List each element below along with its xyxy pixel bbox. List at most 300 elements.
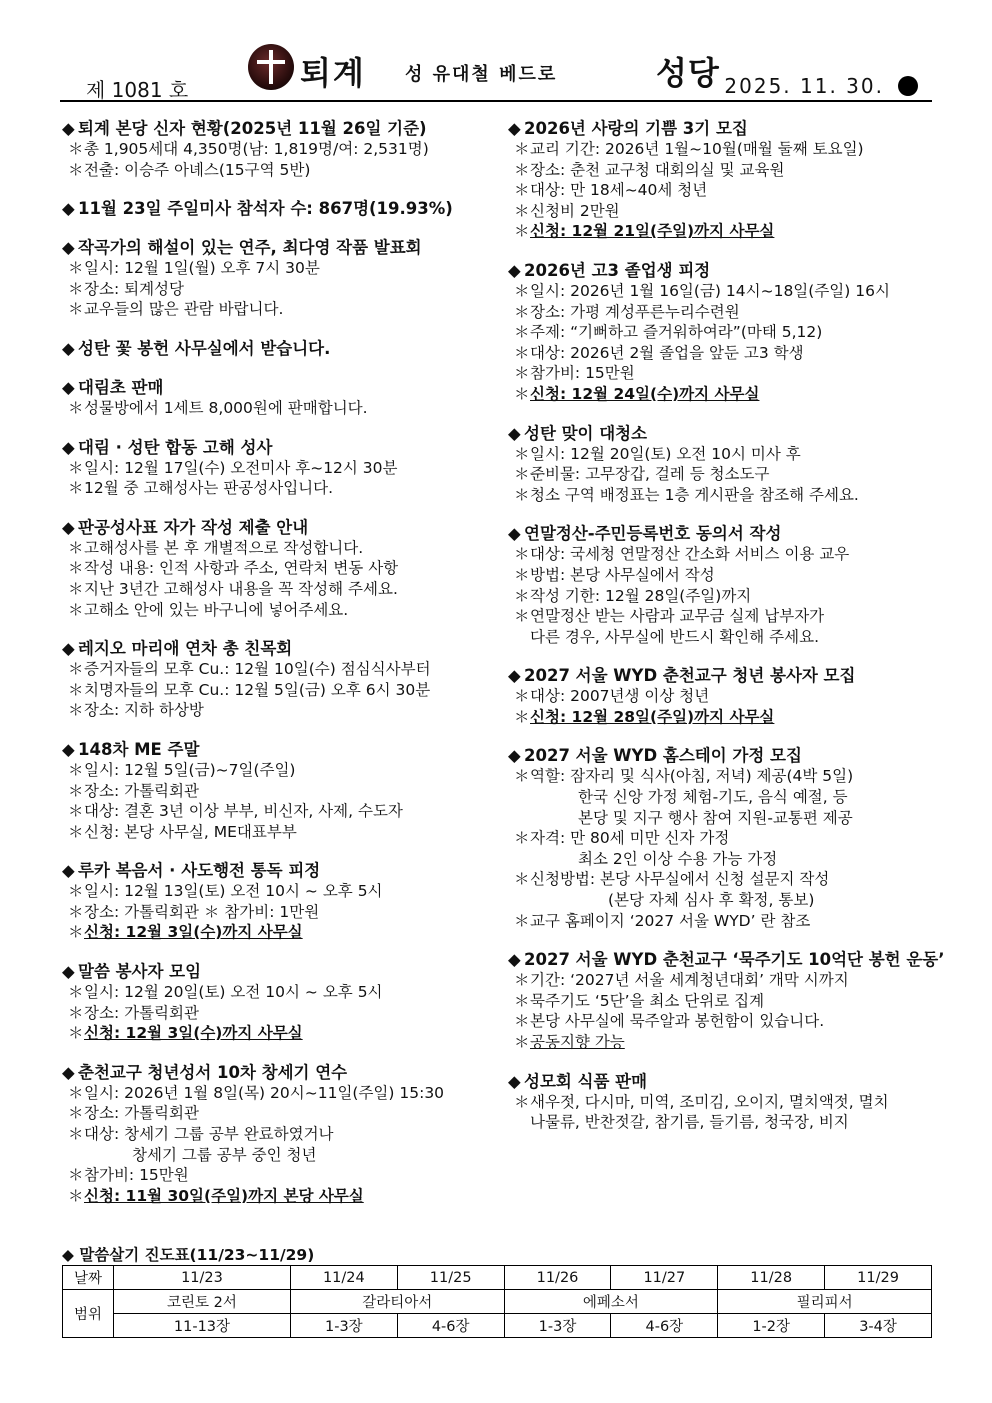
notice-section — [508, 949, 945, 1052]
notice-title — [62, 377, 502, 398]
notice-line-text: 일시: 2026년 1월 8일(목) 20시~11일(주일) 15:30 — [84, 1083, 445, 1102]
notice-title-text: 말씀 봉사자 모임 — [78, 962, 202, 982]
asterisk-icon: ＊ — [68, 923, 84, 942]
notice-title — [508, 260, 938, 281]
notice-line — [508, 787, 938, 808]
notice-section — [62, 338, 502, 359]
notice-line — [62, 982, 502, 1003]
notice-title — [62, 638, 502, 659]
notice-title — [508, 745, 938, 766]
notice-line — [508, 627, 938, 648]
schedule-date-row — [63, 1266, 932, 1290]
cross-logo-icon — [248, 44, 294, 90]
notice-line-text: 역할: 잠자리 및 식사(아침, 저녁) 제공(4박 5일) — [530, 767, 854, 786]
chapter-cell: 3-4장 — [825, 1314, 932, 1338]
notice-title-text: 성탄 맞이 대청소 — [524, 423, 648, 443]
asterisk-icon: ＊ — [514, 545, 530, 564]
notice-line-text: 나물류, 반찬젓갈, 참기름, 들기름, 청국장, 비지 — [530, 1113, 849, 1132]
notice-title — [62, 237, 502, 258]
notice-line — [508, 544, 938, 565]
notice-section — [62, 377, 502, 419]
bulletin-header — [60, 44, 932, 102]
asterisk-icon: ＊ — [514, 160, 530, 179]
notice-line-text: 증거자들의 모후 Cu.: 12월 10일(수) 점심식사부터 — [84, 660, 431, 679]
notice-line-text: 신청: 12월 3일(수)까지 사무실 — [84, 1024, 303, 1043]
notice-line — [62, 1103, 502, 1124]
notice-title-text: 2026년 고3 졸업생 피정 — [524, 260, 711, 280]
notice-line — [62, 299, 502, 320]
notice-line — [508, 302, 938, 323]
diamond-icon: ◆ — [508, 950, 521, 970]
notice-line-text: 성물방에서 1세트 8,000원에 판매합니다. — [84, 398, 368, 417]
notice-line-text: 창세기 그룹 공부 중인 청년 — [132, 1145, 317, 1164]
notice-line-text: 대상: 2007년생 이상 청년 — [530, 687, 710, 706]
notice-line — [62, 760, 502, 781]
diamond-icon: ◆ — [62, 639, 75, 659]
notice-line — [62, 579, 502, 600]
diamond-icon: ◆ — [508, 746, 521, 766]
notice-line — [508, 343, 938, 364]
notice-line-text: 신청: 12월 24일(수)까지 사무실 — [530, 384, 760, 403]
book-cell: 갈라티아서 — [290, 1290, 504, 1314]
notice-title-text: 2027 서울 WYD 춘천교구 ‘묵주기도 10억단 봉헌 운동’ — [524, 950, 945, 970]
notice-line — [508, 281, 938, 302]
notice-section — [62, 961, 502, 1044]
asterisk-icon: ＊ — [68, 760, 84, 779]
asterisk-icon: ＊ — [514, 281, 530, 300]
notice-title-text: 148차 ME 주말 — [78, 739, 200, 759]
asterisk-icon: ＊ — [68, 1024, 84, 1043]
notice-line — [508, 1011, 938, 1032]
notice-line-text: 총 1,905세대 4,350명(남: 1,819명/여: 2,531명) — [84, 140, 429, 158]
notice-line-text: 본당 사무실에 묵주알과 봉헌함이 있습니다. — [530, 1012, 825, 1031]
notice-line — [508, 766, 938, 787]
notice-line — [508, 1112, 938, 1133]
notice-line-text: 교리 기간: 2026년 1월~10월(매월 둘째 토요일) — [530, 140, 864, 158]
notice-line-text: 신청비 2만원 — [530, 201, 620, 220]
asterisk-icon: ＊ — [514, 829, 530, 848]
diamond-icon: ◆ — [508, 423, 521, 443]
asterisk-icon: ＊ — [68, 559, 84, 578]
notice-title — [62, 860, 502, 881]
notice-section — [508, 118, 938, 242]
notice-line-text: 전출: 이승주 아녜스(15구역 5반) — [84, 160, 311, 179]
asterisk-icon: ＊ — [68, 398, 84, 417]
notice-section — [508, 523, 938, 647]
notice-line-text: 지난 3년간 고해성사 내용을 꼭 작성해 주세요. — [84, 579, 398, 598]
notice-line — [508, 911, 938, 932]
notice-line-text: 대상: 창세기 그룹 공부 완료하였거나 — [84, 1125, 334, 1144]
notice-line — [62, 881, 502, 902]
notice-line-text: 일시: 2026년 1월 16일(금) 14시~18일(주일) 16시 — [530, 281, 890, 300]
date-cell: 11/26 — [504, 1266, 611, 1290]
notice-section — [508, 1071, 938, 1133]
asterisk-icon: ＊ — [514, 607, 530, 626]
chapter-cell: 4-6장 — [611, 1314, 718, 1338]
notice-line-text: 청소 구역 배정표는 1층 게시판을 참조해 주세요. — [530, 485, 859, 504]
asterisk-icon: ＊ — [68, 479, 84, 498]
notice-line — [62, 822, 502, 843]
asterisk-icon: ＊ — [68, 882, 84, 901]
diamond-icon: ◆ — [62, 1246, 80, 1264]
notice-title-text: 성탄 꽃 봉헌 사무실에서 받습니다. — [78, 338, 331, 358]
notice-line — [62, 922, 502, 943]
notice-line-text: 대상: 국세청 연말정산 간소화 서비스 이용 교우 — [530, 545, 850, 564]
notice-line-text: 묵주기도 ‘5단’을 최소 단위로 집계 — [530, 991, 765, 1010]
notice-title-text: 춘천교구 청년성서 10차 창세기 연수 — [78, 1062, 348, 1082]
diamond-icon: ◆ — [508, 119, 521, 138]
notice-line-text: 고해소 안에 있는 바구니에 넣어주세요. — [84, 600, 349, 619]
notice-title-text: 2027 서울 WYD 홈스테이 가정 모집 — [524, 746, 802, 766]
asterisk-icon: ＊ — [514, 565, 530, 584]
notice-line-text: 기간: ‘2027년 서울 세계청년대회’ 개막 시까지 — [530, 971, 849, 990]
asterisk-icon: ＊ — [514, 1092, 530, 1111]
date-cell: 11/23 — [114, 1266, 291, 1290]
notice-line — [62, 659, 502, 680]
notice-line-text: 장소: 가톨릭회관 ＊ 참가비: 1만원 — [84, 902, 320, 921]
notice-line — [62, 139, 502, 160]
asterisk-icon: ＊ — [68, 1104, 84, 1123]
notice-title-text: 11월 23일 주일미사 참석자 수: 867명(19.93%) — [78, 199, 453, 219]
date-cell: 11/27 — [611, 1266, 718, 1290]
notice-section — [62, 1062, 502, 1207]
notice-line-text: 교우들의 많은 관람 바랍니다. — [84, 300, 284, 319]
asterisk-icon: ＊ — [68, 600, 84, 619]
notice-line — [508, 139, 938, 160]
schedule-title — [62, 1243, 314, 1265]
notice-line — [508, 384, 938, 405]
notice-line — [508, 970, 938, 991]
asterisk-icon: ＊ — [68, 660, 84, 679]
asterisk-icon: ＊ — [68, 701, 84, 720]
notice-line — [62, 1083, 502, 1104]
date-cell: 11/29 — [825, 1266, 932, 1290]
notice-section — [62, 638, 502, 721]
chapter-cell: 11-13장 — [114, 1314, 291, 1338]
asterisk-icon: ＊ — [68, 822, 84, 841]
asterisk-icon: ＊ — [514, 1033, 530, 1051]
notice-line — [62, 1145, 502, 1166]
notice-line-text: 대상: 만 18세~40세 청년 — [530, 181, 708, 200]
schedule-chapter-row — [63, 1314, 932, 1338]
diamond-icon: ◆ — [508, 260, 521, 280]
notice-title-text: 대림초 판매 — [78, 377, 164, 397]
notice-line — [508, 808, 938, 829]
asterisk-icon: ＊ — [68, 781, 84, 800]
notice-line-text: 자격: 만 80세 미만 신자 가정 — [530, 829, 730, 848]
notice-line-text: 일시: 12월 5일(금)~7일(주일) — [84, 760, 296, 779]
asterisk-icon: ＊ — [514, 384, 530, 403]
notice-line-text: 주제: “기뻐하고 즐거워하여라”(마태 5,12) — [530, 323, 823, 342]
notice-section — [62, 198, 502, 219]
notice-section — [62, 517, 502, 620]
asterisk-icon: ＊ — [514, 302, 530, 321]
left-column — [62, 118, 502, 1224]
notice-line — [62, 1023, 502, 1044]
notice-line-text: 새우젓, 다시마, 미역, 조미김, 오이지, 멸치액젓, 멸치 — [530, 1092, 889, 1111]
asterisk-icon: ＊ — [514, 465, 530, 484]
diamond-icon: ◆ — [62, 338, 75, 358]
bulletin-title-suffix: 성당 — [656, 54, 720, 92]
notice-line — [62, 258, 502, 279]
asterisk-icon: ＊ — [514, 444, 530, 463]
diamond-icon: ◆ — [62, 437, 75, 457]
notice-line — [508, 363, 938, 384]
notice-line-text: 작성 기한: 12월 28일(주일)까지 — [530, 586, 752, 605]
asterisk-icon: ＊ — [514, 1012, 530, 1031]
notice-line — [62, 558, 502, 579]
notice-section — [62, 437, 502, 499]
notice-line — [508, 1092, 938, 1113]
bulletin-title: 퇴계 — [300, 54, 366, 92]
asterisk-icon: ＊ — [68, 1166, 84, 1185]
notice-section — [62, 739, 502, 842]
notice-line — [62, 902, 502, 923]
asterisk-icon: ＊ — [68, 680, 84, 699]
diamond-icon: ◆ — [62, 238, 75, 258]
notice-line-text: (본당 자체 심사 후 확정, 통보) — [608, 891, 815, 910]
notice-line-text: 일시: 12월 17일(수) 오전미사 후~12시 30분 — [84, 458, 398, 477]
notice-title — [508, 1071, 938, 1092]
notice-line — [508, 869, 938, 890]
notice-line — [508, 991, 938, 1012]
asterisk-icon: ＊ — [514, 991, 530, 1010]
notice-line-text: 장소: 지하 하상방 — [84, 701, 204, 720]
parish-subtitle: 성 유대철 베드로 — [405, 64, 558, 85]
notice-section — [62, 237, 502, 320]
reading-schedule-table — [62, 1265, 932, 1338]
diamond-icon: ◆ — [62, 199, 75, 219]
asterisk-icon: ＊ — [514, 364, 530, 383]
notice-line — [62, 279, 502, 300]
notice-line-text: 일시: 12월 1일(월) 오후 7시 30분 — [84, 259, 320, 278]
notice-line — [508, 160, 938, 181]
notice-line — [62, 458, 502, 479]
asterisk-icon: ＊ — [514, 222, 530, 241]
schedule-title-text: 말씀살기 진도표(11/23~11/29) — [79, 1246, 315, 1264]
asterisk-icon: ＊ — [514, 687, 530, 706]
chapter-cell: 1-3장 — [290, 1314, 397, 1338]
notice-line-text: 일시: 12월 20일(토) 오전 10시 ~ 오후 5시 — [84, 983, 383, 1002]
notice-title — [62, 198, 502, 219]
notice-line-text: 공동지향 가능 — [530, 1033, 625, 1051]
notice-line — [508, 180, 938, 201]
asterisk-icon: ＊ — [68, 458, 84, 477]
notice-line-text: 연말정산 받는 사람과 교무금 실제 납부자가 — [530, 607, 825, 626]
asterisk-icon: ＊ — [68, 140, 84, 158]
notice-line — [508, 890, 938, 911]
diamond-icon: ◆ — [62, 1062, 75, 1082]
notice-title-text: 성모회 식품 판매 — [524, 1071, 648, 1091]
notice-line — [508, 322, 938, 343]
notice-line — [62, 398, 502, 419]
notice-title-text: 루카 복음서 · 사도행전 통독 피정 — [78, 861, 321, 881]
book-cell: 코린토 2서 — [114, 1290, 291, 1314]
asterisk-icon: ＊ — [514, 971, 530, 990]
notice-title — [62, 118, 502, 139]
asterisk-icon: ＊ — [68, 1003, 84, 1022]
notice-title — [62, 739, 502, 760]
diamond-icon: ◆ — [508, 1071, 521, 1091]
notice-section — [508, 745, 938, 931]
notice-line-text: 신청: 본당 사무실, ME대표부부 — [84, 822, 297, 841]
notice-line-text: 장소: 춘천 교구청 대회의실 및 교육원 — [530, 160, 785, 179]
notice-line-text: 장소: 가톨릭회관 — [84, 781, 199, 800]
notice-line — [508, 485, 938, 506]
notice-line — [62, 160, 502, 181]
asterisk-icon: ＊ — [68, 579, 84, 598]
notice-line-text: 신청: 12월 3일(수)까지 사무실 — [84, 923, 303, 942]
notice-title — [508, 423, 938, 444]
asterisk-icon: ＊ — [68, 983, 84, 1002]
asterisk-icon: ＊ — [514, 870, 530, 889]
notice-line-text: 장소: 가톨릭회관 — [84, 1104, 199, 1123]
notice-section — [508, 665, 938, 727]
issue-date: 2025. 11. 30. — [724, 74, 884, 98]
notice-title-text: 대림 · 성탄 합동 고해 성사 — [78, 437, 273, 457]
asterisk-icon: ＊ — [514, 343, 530, 362]
asterisk-icon: ＊ — [514, 485, 530, 504]
asterisk-icon: ＊ — [68, 1083, 84, 1102]
notice-line — [508, 1032, 938, 1053]
notice-title-text: 2026년 사랑의 기쁨 3기 모집 — [524, 119, 748, 138]
notice-title-text: 연말정산-주민등록번호 동의서 작성 — [524, 524, 782, 544]
schedule-book-row — [63, 1290, 932, 1314]
notice-line-text: 준비물: 고무장갑, 걸레 등 청소도구 — [530, 465, 770, 484]
notice-line-text: 치명자들의 모후 Cu.: 12월 5일(금) 오후 6시 30분 — [84, 680, 431, 699]
notice-line-text: 교구 홈페이지 ‘2027 서울 WYD’ 란 참조 — [530, 911, 811, 930]
asterisk-icon: ＊ — [68, 802, 84, 821]
notice-section — [508, 260, 938, 405]
notice-line — [508, 201, 938, 222]
notice-title — [62, 338, 502, 359]
asterisk-icon: ＊ — [514, 707, 530, 726]
notice-title — [62, 517, 502, 538]
notice-line-text: 한국 신앙 가정 체험-기도, 음식 예절, 등 — [578, 788, 848, 807]
asterisk-icon: ＊ — [514, 767, 530, 786]
notice-title — [508, 949, 945, 970]
notice-line-text: 참가비: 15만원 — [84, 1166, 189, 1185]
notice-title-text: 레지오 마리애 연차 총 친목회 — [78, 639, 293, 659]
notice-line — [508, 606, 938, 627]
bullet-dot-icon — [898, 76, 918, 96]
notice-line-text: 12월 중 고해성사는 판공성사입니다. — [84, 479, 334, 498]
notice-title-text: 작곡가의 해설이 있는 연주, 최다영 작품 발표회 — [78, 238, 422, 258]
book-cell: 에페소서 — [504, 1290, 718, 1314]
notice-title — [62, 437, 502, 458]
notice-line-text: 신청: 12월 28일(주일)까지 사무실 — [530, 707, 775, 726]
asterisk-icon: ＊ — [514, 140, 530, 158]
asterisk-icon: ＊ — [514, 181, 530, 200]
notice-line-text: 참가비: 15만원 — [530, 364, 635, 383]
diamond-icon: ◆ — [508, 524, 521, 544]
notice-line — [508, 565, 938, 586]
notice-line-text: 장소: 퇴계성당 — [84, 279, 184, 298]
diamond-icon: ◆ — [508, 666, 521, 686]
notice-line — [62, 478, 502, 499]
notice-line — [62, 600, 502, 621]
asterisk-icon: ＊ — [514, 323, 530, 342]
asterisk-icon: ＊ — [68, 1186, 84, 1205]
notice-title — [508, 523, 938, 544]
notice-line — [62, 680, 502, 701]
diamond-icon: ◆ — [62, 739, 75, 759]
notice-line-text: 일시: 12월 13일(토) 오전 10시 ~ 오후 5시 — [84, 882, 383, 901]
notice-line-text: 일시: 12월 20일(토) 오전 10시 미사 후 — [530, 444, 801, 463]
notice-line-text: 장소: 가평 계성푸른누리수련원 — [530, 302, 740, 321]
notice-title — [62, 1062, 502, 1083]
notice-line-text: 방법: 본당 사무실에서 작성 — [530, 565, 715, 584]
notice-line-text: 최소 2인 이상 수용 가능 가정 — [578, 849, 778, 868]
diamond-icon: ◆ — [62, 861, 75, 881]
notice-section — [508, 423, 938, 506]
notice-line — [508, 707, 938, 728]
notice-line — [508, 828, 938, 849]
diamond-icon: ◆ — [62, 517, 75, 537]
notice-line — [62, 700, 502, 721]
date-cell: 11/28 — [718, 1266, 825, 1290]
diamond-icon: ◆ — [62, 377, 75, 397]
notice-line-text: 본당 및 지구 행사 참여 지원-교통편 제공 — [578, 808, 853, 827]
notice-title-text: 2027 서울 WYD 춘천교구 청년 봉사자 모집 — [524, 666, 856, 686]
notice-title — [508, 118, 938, 139]
asterisk-icon: ＊ — [514, 911, 530, 930]
notice-line-text: 작성 내용: 인적 사항과 주소, 연락처 변동 사항 — [84, 559, 399, 578]
diamond-icon: ◆ — [62, 119, 75, 138]
right-column — [508, 118, 945, 1151]
notice-line-text: 신청방법: 본당 사무실에서 신청 설문지 작성 — [530, 870, 830, 889]
notice-line — [508, 464, 938, 485]
diamond-icon: ◆ — [62, 962, 75, 982]
book-cell: 필리피서 — [718, 1290, 932, 1314]
notice-line — [508, 849, 938, 870]
notice-section — [62, 118, 502, 180]
asterisk-icon: ＊ — [514, 586, 530, 605]
notice-line-text: 대상: 결혼 3년 이상 부부, 비신자, 사제, 수도자 — [84, 802, 403, 821]
date-label-cell: 날짜 — [63, 1266, 114, 1290]
asterisk-icon: ＊ — [68, 300, 84, 319]
asterisk-icon: ＊ — [68, 538, 84, 557]
asterisk-icon: ＊ — [514, 201, 530, 220]
notice-section — [62, 860, 502, 943]
notice-line — [62, 1186, 502, 1207]
asterisk-icon: ＊ — [68, 902, 84, 921]
date-cell: 11/25 — [397, 1266, 504, 1290]
notice-line — [508, 221, 938, 242]
notice-line — [62, 1165, 502, 1186]
notice-line — [62, 781, 502, 802]
notice-line — [62, 538, 502, 559]
notice-line-text: 다른 경우, 사무실에 반드시 확인해 주세요. — [530, 627, 820, 646]
notice-line-text: 장소: 가톨릭회관 — [84, 1003, 199, 1022]
range-label-cell: 범위 — [63, 1290, 114, 1338]
notice-line — [508, 586, 938, 607]
notice-line-text: 신청: 11월 30일(주일)까지 본당 사무실 — [84, 1186, 364, 1205]
notice-title-text: 판공성사표 자가 작성 제출 안내 — [78, 517, 309, 537]
asterisk-icon: ＊ — [68, 160, 84, 179]
notice-line-text: 신청: 12월 21일(주일)까지 사무실 — [530, 222, 775, 241]
notice-title-text: 퇴계 본당 신자 현황(2025년 11월 26일 기준) — [78, 119, 427, 138]
notice-line — [62, 801, 502, 822]
notice-line — [508, 444, 938, 465]
notice-line — [62, 1124, 502, 1145]
issue-number: 제 1081 호 — [86, 78, 189, 102]
chapter-cell: 1-3장 — [504, 1314, 611, 1338]
notice-line — [508, 686, 938, 707]
notice-line-text: 고해성사를 본 후 개별적으로 작성합니다. — [84, 538, 364, 557]
notice-line — [62, 1003, 502, 1024]
notice-title — [508, 665, 938, 686]
